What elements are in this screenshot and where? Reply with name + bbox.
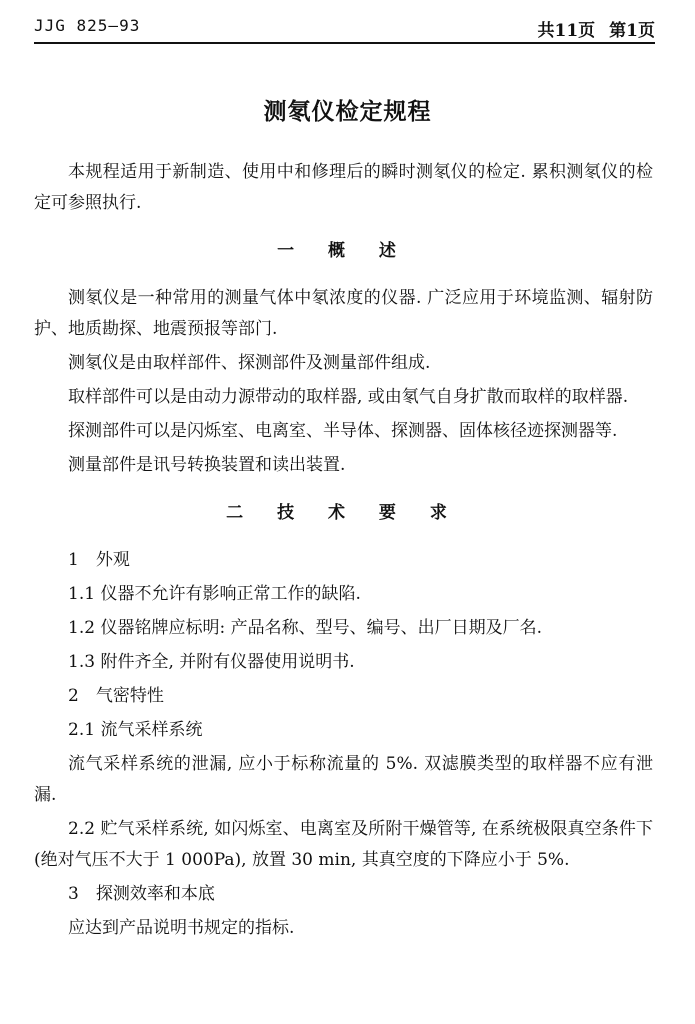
- efficiency-paragraph: 应达到产品说明书规定的指标.: [68, 918, 295, 938]
- requirement-item: 2 气密特性: [68, 686, 164, 706]
- section-heading-requirements: 二 技 术 要 求: [226, 503, 461, 523]
- requirement-item: 1.2 仪器铭牌应标明: 产品名称、型号、编号、出厂日期及厂名.: [68, 618, 542, 638]
- page-header: [34, 8, 655, 44]
- overview-paragraph: 测氡仪是一种常用的测量气体中氡浓度的仪器. 广泛应用于环境监测、辐射防护、地质勘探、地震预报等部门.: [34, 288, 653, 339]
- overview-paragraph: 取样部件可以是由动力源带动的取样器, 或由氡气自身扩散而取样的取样器.: [68, 387, 629, 407]
- document-body: [34, 157, 653, 947]
- requirement-item: 1 外观: [68, 550, 130, 570]
- page-counter: [537, 16, 655, 41]
- flow-sampling-paragraph: 流气采样系统的泄漏, 应小于标称流量的 5%. 双滤膜类型的取样器不应有泄漏.: [34, 754, 653, 805]
- overview-paragraph: 探测部件可以是闪烁室、电离室、半导体、探测器、固体核径迹探测器等.: [68, 421, 618, 441]
- intro-paragraph: 本规程适用于新制造、使用中和修理后的瞬时测氡仪的检定. 累积测氡仪的检定可参照执行.: [34, 162, 653, 213]
- requirement-item: 1.3 附件齐全, 并附有仪器使用说明书.: [68, 652, 355, 672]
- overview-paragraph: 测量部件是讯号转换装置和读出装置.: [68, 455, 346, 475]
- overview-paragraph: 测氡仪是由取样部件、探测部件及测量部件组成.: [68, 353, 431, 373]
- standard-code: JJG 825—93: [34, 16, 141, 35]
- requirement-item: 2.1 流气采样系统: [68, 720, 203, 740]
- total-pages: 共11页: [537, 21, 596, 41]
- storage-sampling-paragraph: 2.2 贮气采样系统, 如闪烁室、电离室及所附干燥管等, 在系统极限真空条件下(绝对气压不大于 1 000Pa), 放置 30 min, 其真空度的下降应小于 5%.: [34, 819, 653, 870]
- current-page: 第1页: [609, 21, 655, 41]
- section-heading-overview: 一 概 述: [277, 241, 410, 261]
- requirement-item: 1.1 仪器不允许有影响正常工作的缺陷.: [68, 584, 361, 604]
- document-title: 测氡仪检定规程: [263, 99, 432, 125]
- requirement-item: 3 探测效率和本底: [68, 884, 215, 904]
